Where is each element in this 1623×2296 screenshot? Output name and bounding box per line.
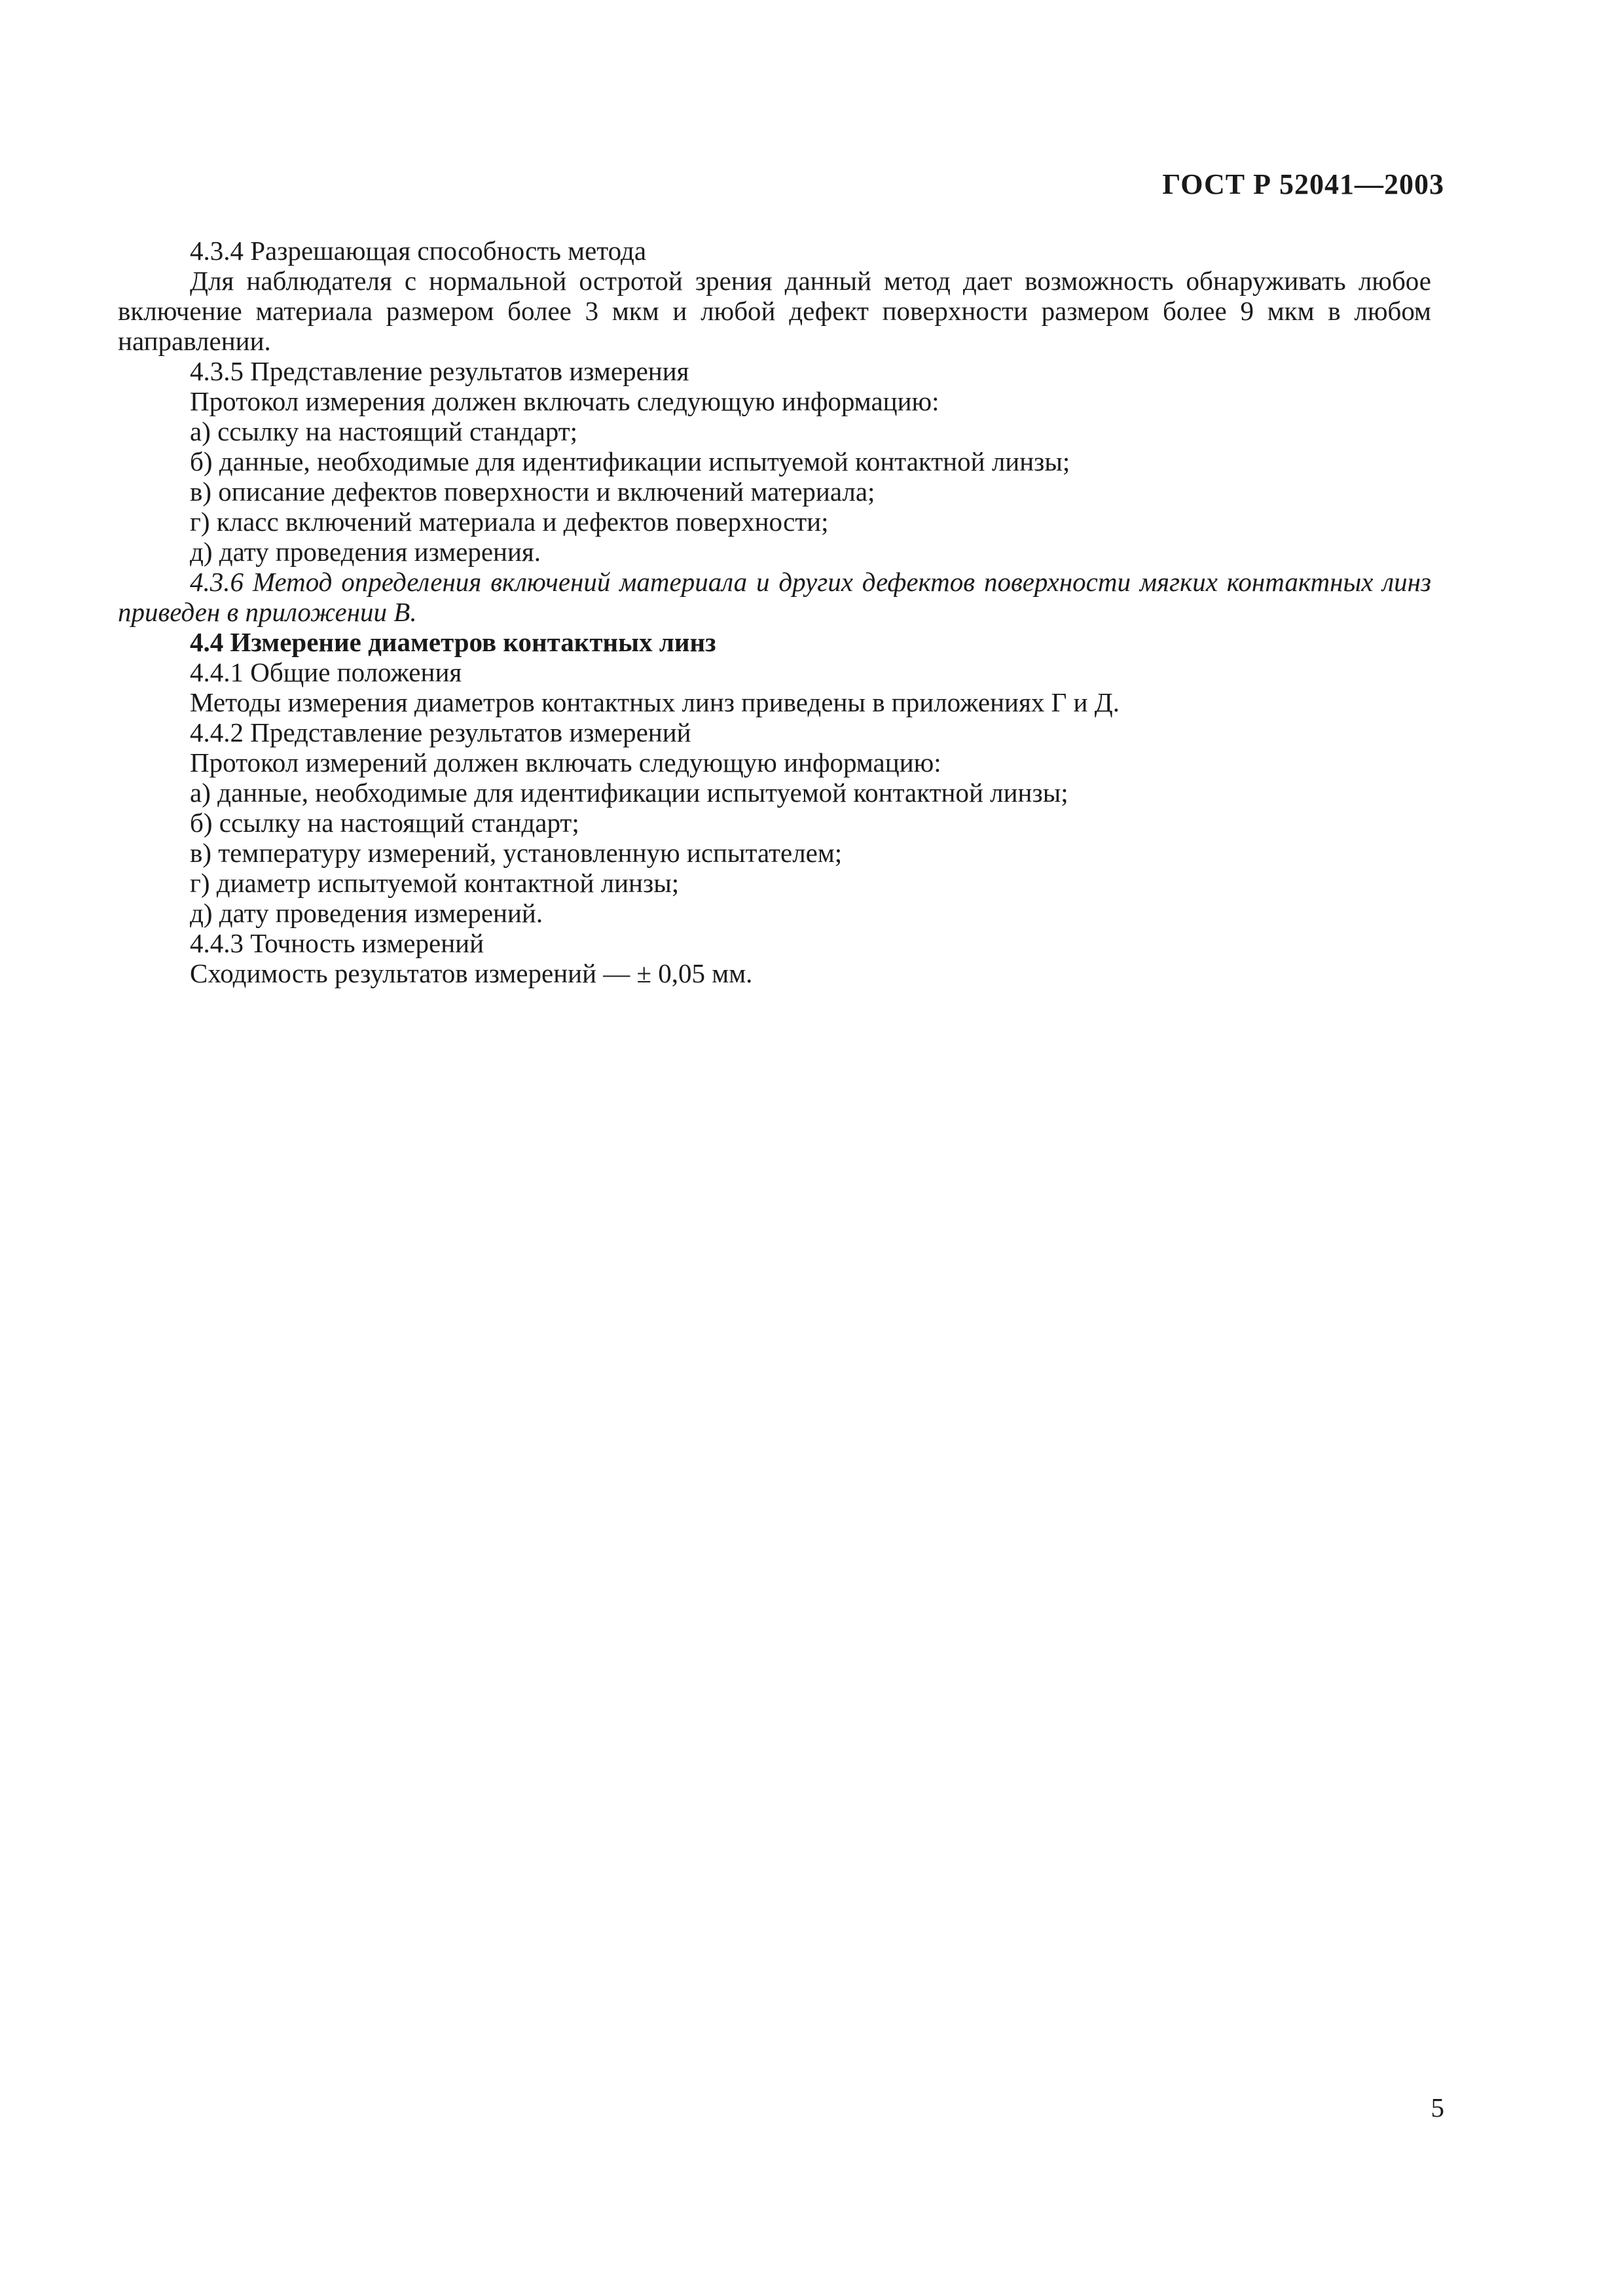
list-item: б) данные, необходимые для идентификации испытуемой контактной линзы;: [190, 446, 1070, 476]
section-434-text: Для наблюдателя с нормальной остротой зрения данный метод дает возможность обнаруживать любое включение материала размером более 3 мкм и любой дефект поверхности размером более 9 мкм в любом направлении.: [118, 266, 1431, 356]
section-442-heading: 4.4.2 Представление результатов измерений: [190, 717, 691, 747]
list-item: а) ссылку на настоящий стандарт;: [190, 416, 578, 446]
section-443-text: Сходимость результатов измерений — ± 0,05 мм.: [190, 958, 753, 988]
page-number: 5: [1431, 2092, 1444, 2123]
section-443-heading: 4.4.3 Точность измерений: [190, 928, 484, 958]
section-436-text: 4.3.6 Метод определения включений материала и других дефектов поверхности мягких контактных линз приведен в приложении В.: [118, 567, 1431, 627]
section-434-heading: 4.3.4 Разрешающая способность метода: [190, 236, 647, 266]
section-44-heading: 4.4 Измерение диаметров контактных линз: [190, 627, 716, 657]
standard-code-header: ГОСТ Р 52041—2003: [1162, 168, 1444, 200]
list-item: д) дату проведения измерения.: [190, 537, 541, 567]
list-item: в) описание дефектов поверхности и включений материала;: [190, 476, 875, 507]
section-441-heading: 4.4.1 Общие положения: [190, 657, 462, 687]
list-item: г) диаметр испытуемой контактной линзы;: [190, 868, 680, 898]
section-435-heading: 4.3.5 Представление результатов измерения: [190, 356, 689, 386]
list-item: г) класс включений материала и дефектов поверхности;: [190, 507, 829, 537]
section-441-text: Методы измерения диаметров контактных линз приведены в приложениях Г и Д.: [190, 687, 1120, 717]
list-item: д) дату проведения измерений.: [190, 898, 543, 928]
section-442-intro: Протокол измерений должен включать следующую информацию:: [190, 747, 941, 778]
list-item: б) ссылку на настоящий стандарт;: [190, 808, 579, 838]
list-item: в) температуру измерений, установленную испытателем;: [190, 838, 843, 868]
section-435-intro: Протокол измерения должен включать следующую информацию:: [190, 386, 939, 416]
document-body: [118, 236, 1431, 988]
list-item: а) данные, необходимые для идентификации испытуемой контактной линзы;: [190, 778, 1068, 808]
